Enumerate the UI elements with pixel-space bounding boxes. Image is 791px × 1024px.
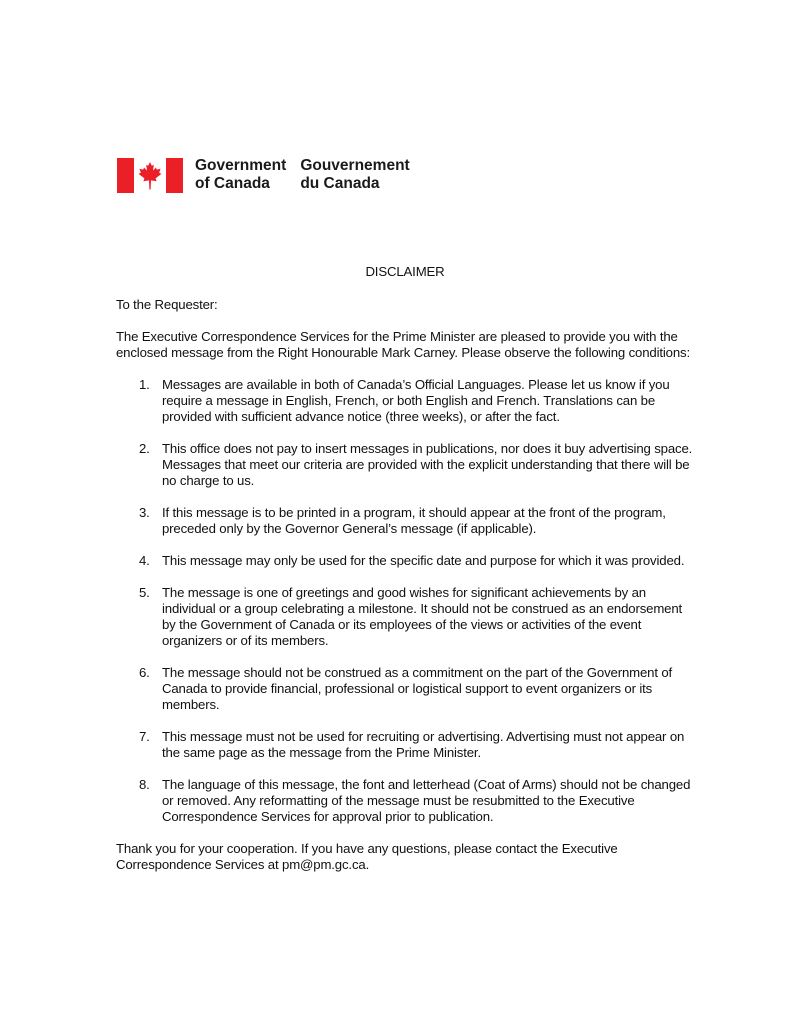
- condition-item: [116, 505, 696, 537]
- condition-number: 3.: [139, 505, 150, 520]
- wordmark-english-line2: of Canada: [195, 175, 270, 192]
- government-of-canada-signature: [117, 157, 424, 193]
- condition-text: Messages are available in both of Canada’s Official Languages. Please let us know if you require a message in English, French, or both English and French. Translations can be provided with sufficient advance notice (three weeks), or after the fact.: [162, 377, 670, 424]
- canada-flag-icon: [117, 158, 183, 193]
- condition-text: This message may only be used for the specific date and purpose for which it was provided.: [162, 553, 685, 568]
- document-title: DISCLAIMER: [365, 264, 445, 279]
- condition-number: 8.: [139, 777, 150, 792]
- intro-paragraph: The Executive Correspondence Services for the Prime Minister are pleased to provide you with the enclosed message from the Right Honourable Mark Carney. Please observe the following conditions:: [116, 329, 690, 360]
- conditions-list: [116, 377, 696, 825]
- condition-text: If this message is to be printed in a program, it should appear at the front of the program, preceded only by the Governor General’s message (if applicable).: [162, 505, 666, 536]
- condition-item: [116, 585, 696, 649]
- condition-number: 2.: [139, 441, 150, 456]
- condition-number: 5.: [139, 585, 150, 600]
- condition-item: [116, 665, 696, 713]
- wordmark: [195, 157, 424, 193]
- condition-item: [116, 777, 696, 825]
- condition-text: The message is one of greetings and good wishes for significant achievements by an individual or a group celebrating a milestone. It should not be construed as an endorsement by the Government of Canada or its employees of the views or activities of the event organizers or of its members.: [162, 585, 683, 648]
- condition-item: [116, 441, 696, 489]
- condition-text: The message should not be construed as a commitment on the part of the Government of Canada to provide financial, professional or logistical support to event organizers or its members.: [162, 665, 673, 712]
- closing-paragraph: Thank you for your cooperation. If you have any questions, please contact the Executive Correspondence Services at pm@pm.gc.ca.: [116, 841, 618, 872]
- condition-text: This message must not be used for recruiting or advertising. Advertising must not appear on the same page as the message from the Prime Minister.: [162, 729, 685, 760]
- condition-number: 7.: [139, 729, 150, 744]
- wordmark-french-line2: du Canada: [300, 175, 380, 192]
- maple-leaf-icon: [138, 162, 162, 190]
- wordmark-english-line1: Government: [195, 157, 287, 174]
- condition-item: [116, 729, 696, 761]
- disclaimer-document: [116, 264, 696, 873]
- wordmark-french: [300, 157, 409, 193]
- condition-text: The language of this message, the font and letterhead (Coat of Arms) should not be changed or removed. Any reformatting of the message must be resubmitted to the Executive Correspondence Services for approval prior to publication.: [162, 777, 691, 824]
- wordmark-french-line1: Gouvernement: [300, 157, 410, 174]
- condition-number: 4.: [139, 553, 150, 568]
- wordmark-english: [195, 157, 286, 193]
- greeting: To the Requester:: [116, 297, 218, 312]
- condition-item: [116, 377, 696, 425]
- flag-left-bar: [117, 158, 134, 193]
- condition-text: This office does not pay to insert messages in publications, nor does it buy advertising space. Messages that meet our criteria are provided with the explicit understanding that there will be no charge to us.: [162, 441, 693, 488]
- condition-number: 6.: [139, 665, 150, 680]
- condition-number: 1.: [139, 377, 150, 392]
- condition-item: [116, 553, 696, 569]
- flag-right-bar: [166, 158, 183, 193]
